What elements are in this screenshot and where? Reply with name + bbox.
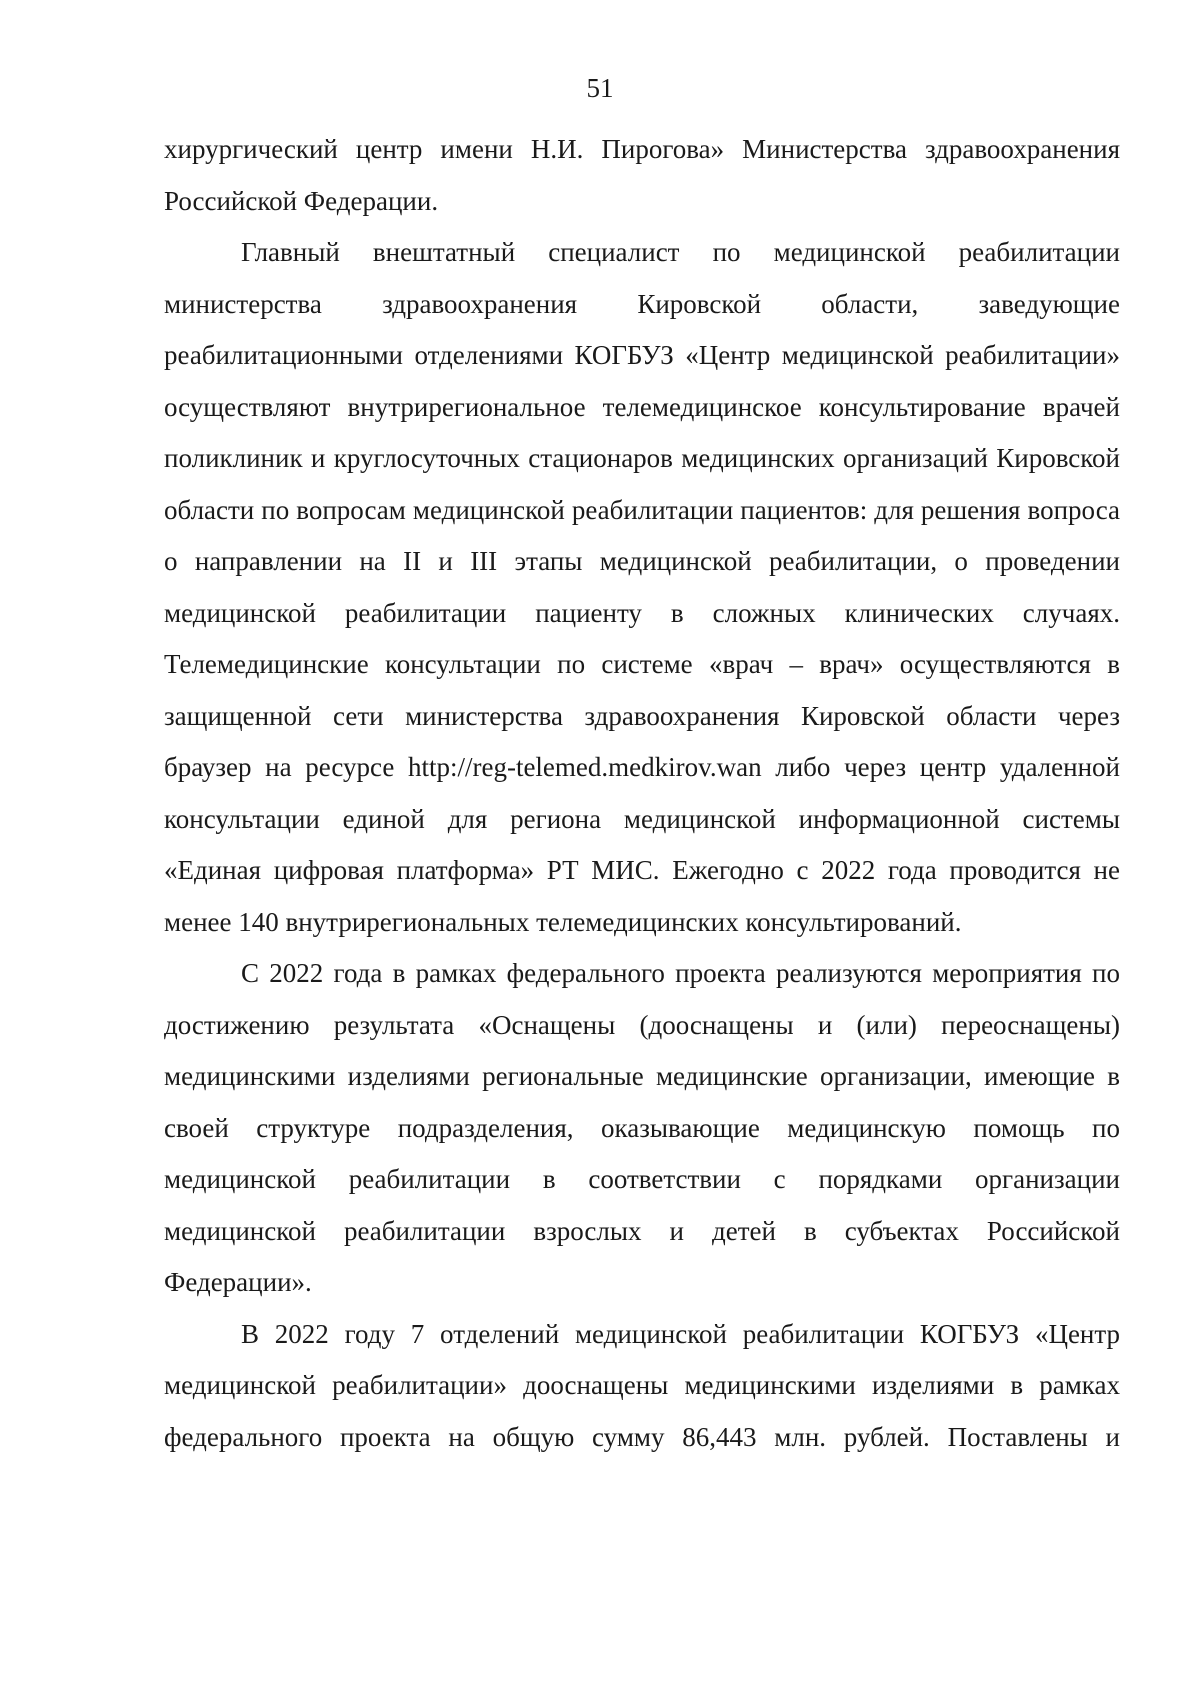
document-body (164, 124, 1120, 1463)
paragraph-federal-project: С 2022 года в рамках федерального проекта реализуются мероприятия по достижению результата «Оснащены (дооснащены и (или) переоснащены) медицинскими изделиями региональные медицинские организации, имеющие в своей структуре подразделения, оказывающие медицинскую помощь по медицинской реабилитации в соответствии с порядками организации медицинской реабилитации взрослых и детей в субъектах Российской Федерации». (164, 958, 1120, 1297)
paragraph-equipment: В 2022 году 7 отделений медицинской реабилитации КОГБУЗ «Центр медицинской реабилитации» дооснащены медицинскими изделиями в рамках федерального проекта на общую сумму 86,443 млн. рублей. Поставлены и (164, 1318, 1120, 1452)
page-number: 51 (586, 73, 614, 103)
paragraph-continuation: хирургический центр имени Н.И. Пирогова» Министерства здравоохранения Российской Федерации. (164, 134, 1120, 216)
paragraph-telemedicine: Главный внештатный специалист по медицинской реабилитации министерства здравоохранения Кировской области, заведующие реабилитационными отделениями КОГБУЗ «Центр медицинской реабилитации» осуществляют внутрирегиональное телемедицинское консультирование врачей поликлиник и круглосуточных стационаров медицинских организаций Кировской области по вопросам медицинской реабилитации пациентов: для решения вопроса о направлении на II и III этапы медицинской реабилитации, о проведении медицинской реабилитации пациенту в сложных клинических случаях. Телемедицинские консультации по системе «врач – врач» осуществляются в защищенной сети министерства здравоохранения Кировской области через браузер на ресурсе http://reg-telemed.medkirov.wan либо через центр удаленной консультации единой для региона медицинской информационной системы «Единая цифровая платформа» РТ МИС. Ежегодно с 2022 года проводится не менее 140 внутрирегиональных телемедицинских консультирований. (164, 237, 1120, 937)
